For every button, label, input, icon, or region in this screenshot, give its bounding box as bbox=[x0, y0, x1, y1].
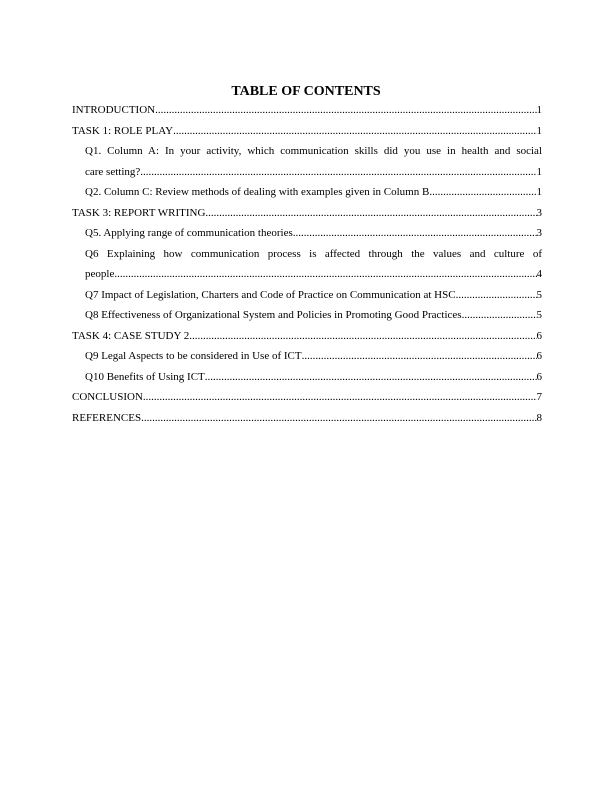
toc-entry-q10[interactable] bbox=[72, 367, 542, 388]
toc-entry-label-line2: people bbox=[85, 268, 115, 280]
toc-dot-leader bbox=[189, 326, 536, 347]
table-of-contents bbox=[72, 100, 542, 428]
toc-entry-q5[interactable] bbox=[72, 223, 542, 244]
toc-entry-q9[interactable] bbox=[72, 346, 542, 367]
toc-entry-references[interactable] bbox=[72, 408, 542, 429]
toc-dot-leader bbox=[205, 203, 536, 224]
toc-entry-conclusion[interactable] bbox=[72, 387, 542, 408]
toc-page-number: 3 bbox=[536, 227, 542, 239]
toc-entry-q1[interactable] bbox=[72, 141, 542, 182]
toc-page-number: 5 bbox=[536, 288, 542, 301]
toc-dot-leader bbox=[173, 121, 536, 142]
toc-entry-label: Q9 Legal Aspects to be considered in Use of ICT bbox=[85, 350, 302, 362]
toc-page-number: 1 bbox=[536, 124, 542, 137]
toc-dot-leader bbox=[155, 100, 536, 121]
toc-dot-leader bbox=[140, 162, 536, 183]
toc-page-number: 8 bbox=[536, 411, 542, 424]
toc-entry-label-line1: Q6 Explaining how communication process is affected through the values and culture of bbox=[85, 247, 542, 260]
toc-entry-task3[interactable] bbox=[72, 203, 542, 224]
toc-title: TABLE OF CONTENTS bbox=[231, 84, 381, 99]
toc-entry-label: CONCLUSION bbox=[72, 391, 143, 403]
toc-entry-label: Q8 Effectiveness of Organizational System and Policies in Promoting Good Practices bbox=[85, 309, 462, 321]
toc-page-number: 1 bbox=[536, 165, 542, 178]
toc-page-number: 7 bbox=[536, 391, 542, 403]
toc-page-number: 3 bbox=[536, 206, 542, 219]
toc-entry-label: INTRODUCTION bbox=[72, 104, 156, 116]
toc-dot-leader bbox=[293, 223, 537, 244]
toc-entry-label: TASK 3: REPORT WRITING bbox=[72, 206, 206, 219]
toc-entry-label: Q7 Impact of Legislation, Charters and Code of Practice on Communication at HSC bbox=[85, 288, 456, 301]
toc-entry-introduction[interactable] bbox=[72, 100, 542, 121]
toc-page-number: 1 bbox=[536, 104, 542, 116]
toc-entry-q6[interactable] bbox=[72, 244, 542, 285]
toc-dot-leader bbox=[456, 285, 537, 306]
toc-entry-label: REFERENCES bbox=[72, 411, 142, 424]
toc-entry-label-line2: care setting? bbox=[85, 165, 141, 178]
toc-dot-leader bbox=[205, 367, 537, 388]
toc-dot-leader bbox=[429, 182, 536, 203]
toc-dot-leader bbox=[302, 346, 537, 367]
toc-entry-q2[interactable] bbox=[72, 182, 542, 203]
toc-entry-label: Q5. Applying range of communication theories bbox=[85, 227, 293, 239]
toc-entry-label: TASK 1: ROLE PLAY bbox=[72, 124, 174, 137]
toc-entry-label: TASK 4: CASE STUDY 2 bbox=[72, 329, 190, 342]
toc-dot-leader bbox=[114, 264, 536, 285]
toc-page-number: 5 bbox=[536, 309, 542, 321]
toc-dot-leader bbox=[143, 387, 537, 408]
toc-entry-q7[interactable] bbox=[72, 285, 542, 306]
toc-dot-leader bbox=[141, 408, 536, 429]
toc-page-number: 6 bbox=[536, 370, 542, 383]
toc-page-number: 4 bbox=[536, 268, 542, 280]
toc-entry-label-line1: Q1. Column A: In your activity, which communication skills did you use in health and social bbox=[85, 145, 542, 157]
toc-page-number: 1 bbox=[536, 186, 542, 198]
toc-dot-leader bbox=[462, 305, 537, 326]
toc-entry-label: Q10 Benefits of Using ICT bbox=[85, 370, 205, 383]
toc-entry-q8[interactable] bbox=[72, 305, 542, 326]
toc-entry-task1[interactable] bbox=[72, 121, 542, 142]
toc-page-number: 6 bbox=[536, 350, 542, 362]
toc-entry-label: Q2. Column C: Review methods of dealing with examples given in Column B bbox=[85, 186, 430, 198]
toc-entry-task4[interactable] bbox=[72, 326, 542, 347]
toc-page-number: 6 bbox=[536, 329, 542, 342]
